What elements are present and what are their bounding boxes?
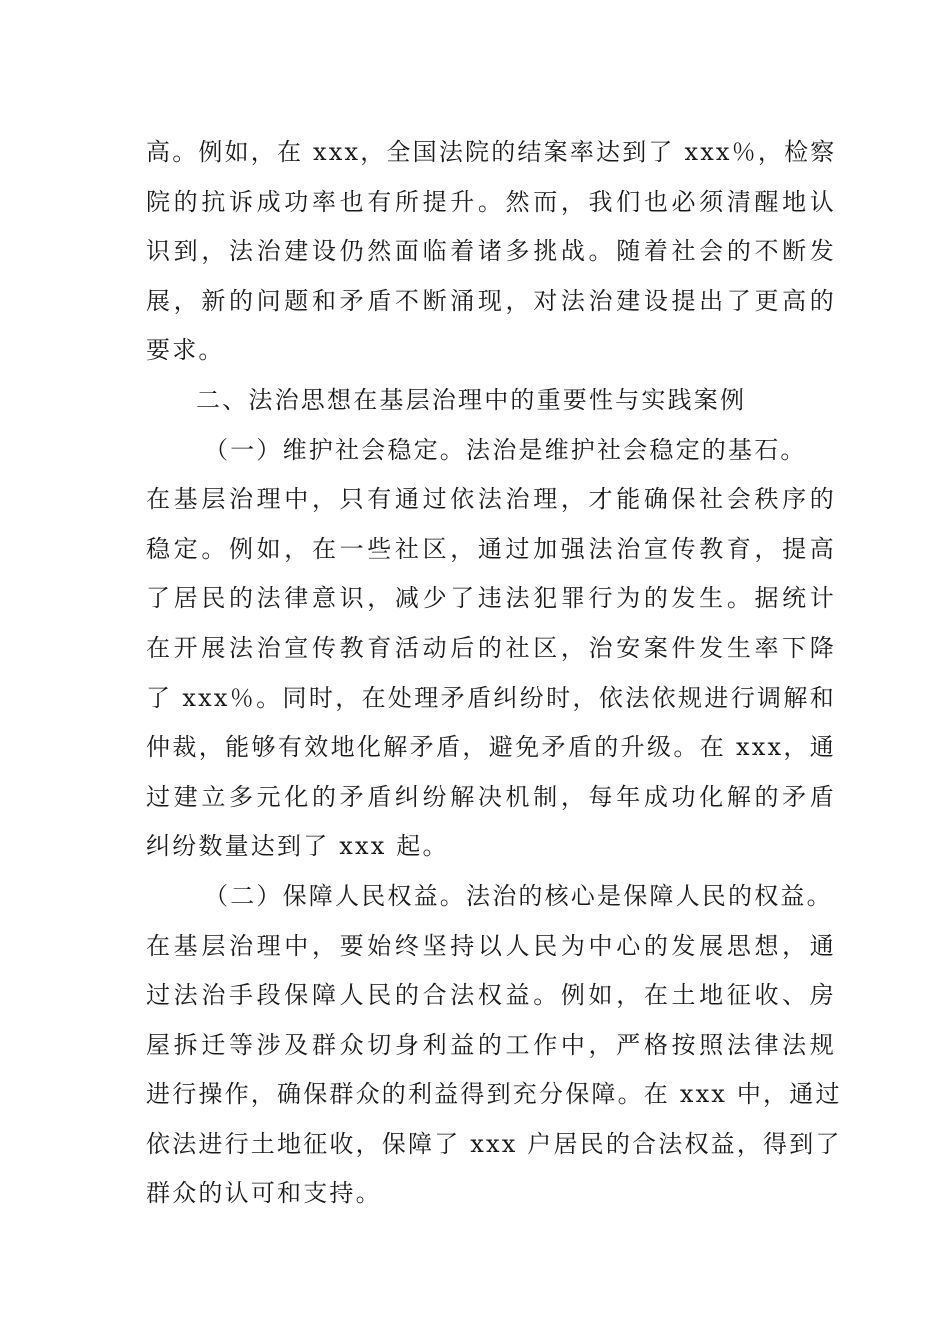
paragraph-line: 屋拆迁等涉及群众切身利益的工作中，严格按照法律法规 (146, 1030, 836, 1059)
paragraph-line: 稳定。例如，在一些社区，通过加强法治宣传教育，提高 (146, 534, 836, 563)
paragraph-line: 群众的认可和支持。 (146, 1179, 382, 1208)
paragraph-line: 过法治手段保障人民的合法权益。例如，在土地征收、房 (146, 981, 836, 1010)
section-heading: 二、法治思想在基层治理中的重要性与实践案例 (196, 385, 747, 414)
subsection-heading-line: （二）保障人民权益。法治的核心是保障人民的权益。 (204, 881, 833, 910)
document-body (146, 128, 842, 1219)
paragraph-line: 了居民的法律意识，减少了违法犯罪行为的发生。据统计 (146, 584, 836, 613)
paragraph-line: 仲裁，能够有效地化解矛盾，避免矛盾的升级。在 xxx，通 (146, 733, 836, 762)
paragraph-line: 在开展法治宣传教育活动后的社区，治安案件发生率下降 (146, 633, 836, 662)
paragraph-line: 要求。 (146, 336, 225, 365)
paragraph-line: 高。例如，在 xxx，全国法院的结案率达到了 xxx％，检察 (146, 138, 837, 166)
paragraph-line: 过建立多元化的矛盾纠纷解决机制，每年成功化解的矛盾 (146, 782, 836, 811)
paragraph-line: 进行操作，确保群众的利益得到充分保障。在 xxx 中，通过 (146, 1080, 842, 1109)
paragraph-line: 在基层治理中，只有通过依法治理，才能确保社会秩序的 (146, 485, 836, 514)
paragraph-line: 了 xxx％。同时，在处理矛盾纠纷时，依法依规进行调解和 (146, 683, 836, 712)
paragraph-line: 在基层治理中，要始终坚持以人民为中心的发展思想，通 (146, 931, 836, 960)
paragraph-line: 纠纷数量达到了 xxx 起。 (146, 832, 449, 861)
paragraph-line: 依法进行土地征收，保障了 xxx 户居民的合法权益，得到了 (146, 1129, 842, 1158)
paragraph-line: 院的抗诉成功率也有所提升。然而，我们也必须清醒地认 (146, 187, 836, 216)
paragraph-line: 展，新的问题和矛盾不断涌现，对法治建设提出了更高的 (146, 286, 836, 315)
subsection-heading-line: （一）维护社会稳定。法治是维护社会稳定的基石。 (204, 435, 807, 464)
paragraph-line: 识到，法治建设仍然面临着诸多挑战。随着社会的不断发 (146, 237, 836, 266)
